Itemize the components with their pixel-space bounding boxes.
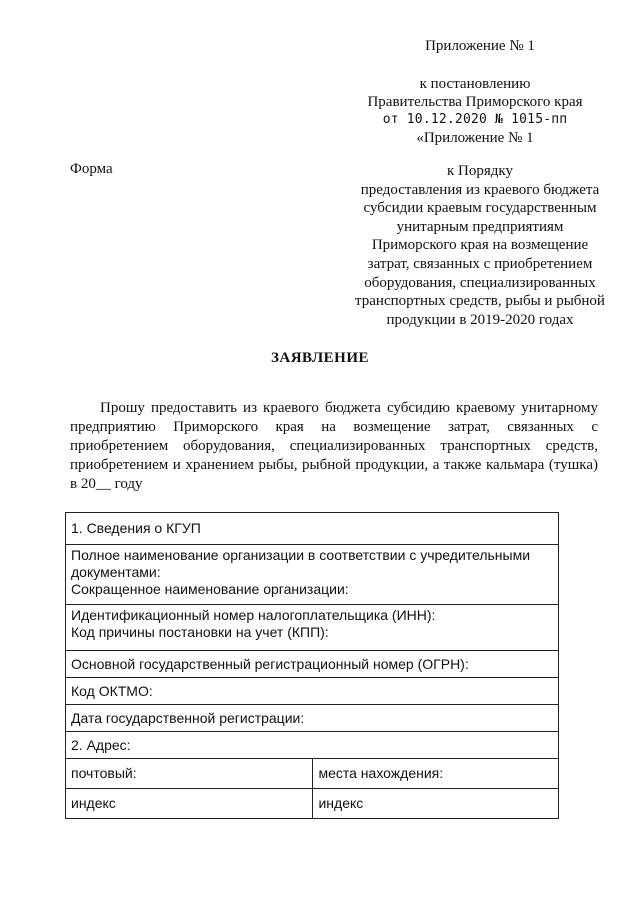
table-row xyxy=(66,651,559,678)
kpp-label: Код причины постановки на учет (КПП): xyxy=(71,624,329,640)
table-row xyxy=(66,789,559,819)
procedure-line: затрат, связанных с приобретением xyxy=(367,255,593,272)
procedure-line: оборудования, специализированных xyxy=(364,274,596,291)
postal-index-label: индекс xyxy=(71,795,116,811)
section-heading-organization: 1. Сведения о КГУП xyxy=(66,513,559,545)
table-row xyxy=(66,759,559,789)
table-row xyxy=(66,705,559,732)
body-line: приобретением оборудования, специализированных транспортных средств, xyxy=(70,438,598,454)
table-row xyxy=(66,732,559,759)
oktmo-label: Код ОКТМО: xyxy=(71,682,153,699)
resolution-line-1: к постановлению xyxy=(419,76,531,92)
short-name-label: Сокращенное наименование организации: xyxy=(71,581,349,597)
full-name-label: Полное наименование организации в соответствии с учредительными xyxy=(71,547,531,563)
oktmo-cell[interactable] xyxy=(66,678,559,705)
tax-ids-cell[interactable] xyxy=(66,605,559,651)
procedure-line: унитарным предприятиям xyxy=(396,218,564,235)
procedure-reference xyxy=(330,162,630,329)
table-row xyxy=(66,605,559,651)
postal-address-cell[interactable] xyxy=(66,759,313,789)
body-line: приобретением и хранением рыбы, рыбной продукции, а также кальмара (тушка) xyxy=(70,457,598,473)
location-index-cell[interactable] xyxy=(313,789,559,819)
application-form-table xyxy=(65,512,559,819)
location-address-cell[interactable] xyxy=(313,759,559,789)
application-text xyxy=(70,399,598,494)
location-address-label: места нахождения: xyxy=(318,765,444,781)
table-row xyxy=(66,545,559,605)
registration-date-cell[interactable] xyxy=(66,705,559,732)
full-name-label-cont: документами: xyxy=(71,564,161,580)
document-title: ЗАЯВЛЕНИЕ xyxy=(270,350,370,366)
ogrn-cell[interactable] xyxy=(66,651,559,678)
postal-address-label: почтовый: xyxy=(71,765,137,781)
procedure-line: к Порядку xyxy=(447,163,513,179)
body-line: Прошу предоставить из краевого бюджета субсидию краевому унитарному xyxy=(100,400,598,416)
resolution-line-2: Правительства Приморского края xyxy=(367,94,583,110)
registration-date-label: Дата государственной регистрации: xyxy=(71,709,305,726)
section-heading-address: 2. Адрес: xyxy=(66,732,559,759)
procedure-line: предоставления из краевого бюджета xyxy=(360,181,600,198)
table-row xyxy=(66,513,559,545)
procedure-line: транспортных средств, рыбы и рыбной xyxy=(355,293,605,310)
resolution-date-stamp: от 10.12.2020 № 1015-пп xyxy=(382,112,568,127)
body-line: в 20__ году xyxy=(70,476,143,492)
form-label: Форма xyxy=(70,161,113,177)
procedure-line: субсидии краевым государственным xyxy=(363,200,597,217)
resolution-reference xyxy=(340,75,610,147)
resolution-line-4: «Приложение № 1 xyxy=(416,130,534,146)
location-index-label: индекс xyxy=(318,795,364,811)
appendix-label: Приложение № 1 xyxy=(425,38,535,54)
procedure-line: Приморского края на возмещение xyxy=(371,237,589,254)
ogrn-label: Основной государственный регистрационный номер (ОГРН): xyxy=(71,655,469,672)
body-line: предприятию Приморского края на возмещение затрат, связанных с xyxy=(70,419,598,435)
inn-label: Идентификационный номер налогоплательщика (ИНН): xyxy=(71,607,436,623)
postal-index-cell[interactable] xyxy=(66,789,313,819)
table-row xyxy=(66,678,559,705)
procedure-line: продукции в 2019-2020 годах xyxy=(386,311,574,328)
organization-names-cell[interactable] xyxy=(66,545,559,605)
